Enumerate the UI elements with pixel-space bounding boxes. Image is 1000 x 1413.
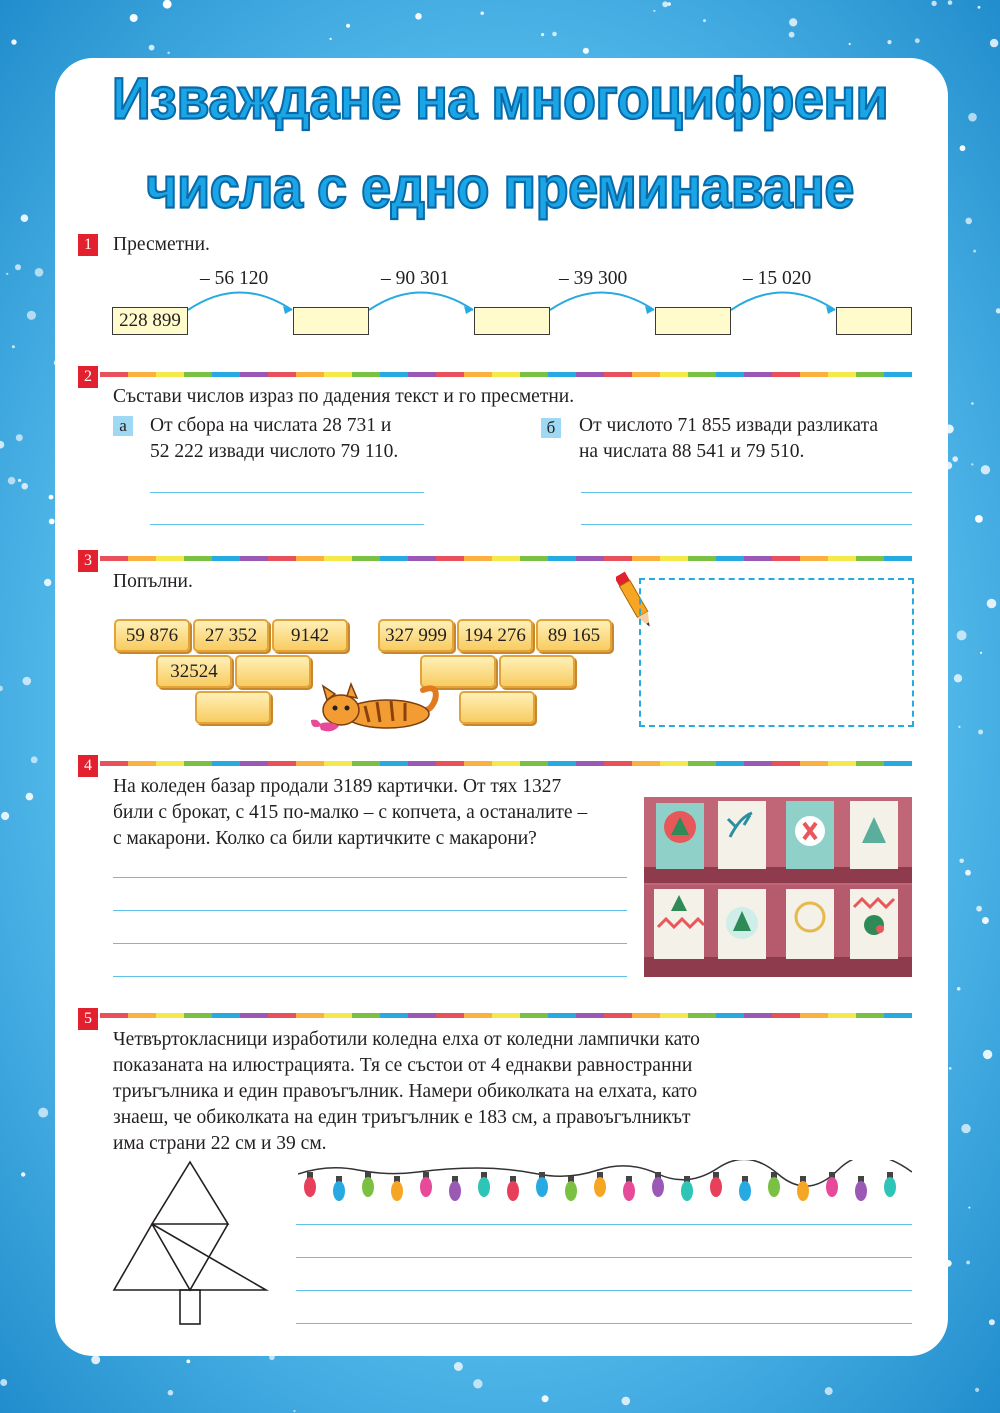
answer-line[interactable] <box>296 1290 912 1291</box>
section-divider-3 <box>100 556 912 561</box>
answer-line[interactable] <box>296 1323 912 1324</box>
page-title-line-1: Изваждане на многоцифрени <box>111 66 889 132</box>
operation-4: – 15 020 <box>743 268 812 289</box>
task-4-line-1: На коледен базар продали 3189 картички. От тях 1327 <box>113 776 562 797</box>
answer-line[interactable] <box>150 524 424 525</box>
subtask-b-label: б <box>541 418 561 438</box>
task-5-line-4: знаеш, че обиколката на един триъгълник е 183 см, а правоъгълникът <box>113 1107 691 1128</box>
task-4-line-2: били с брокат, с 415 по-малко – с копчета, а останалите – <box>113 802 588 823</box>
answer-line[interactable] <box>581 492 912 493</box>
task-5-line-1: Четвъртокласници изработили коледна елха от коледни лампички като <box>113 1029 700 1050</box>
answer-box-2[interactable] <box>474 307 550 335</box>
brick-empty[interactable] <box>499 655 575 688</box>
answer-line[interactable] <box>113 910 627 911</box>
brick-value: 27 352 <box>193 619 269 652</box>
subtask-b-line-1: От числото 71 855 извади разликата <box>579 415 878 436</box>
brick-value: 89 165 <box>536 619 612 652</box>
start-value-box: 228 899 <box>112 307 188 335</box>
task-3-instruction: Попълни. <box>113 571 193 592</box>
subtask-a-line-2: 52 222 извади числото 79 110. <box>150 441 399 462</box>
task-number-3: 3 <box>78 550 98 572</box>
subtask-a-line-1: От сбора на числата 28 731 и <box>150 415 392 436</box>
tree-geometry-figure <box>110 1160 270 1328</box>
brick-value: 32524 <box>156 655 232 688</box>
page-title-line-2: числа с едно преминаване <box>146 155 854 221</box>
answer-line[interactable] <box>113 877 627 878</box>
cat-illustration <box>305 680 445 736</box>
answer-line[interactable] <box>113 943 627 944</box>
task-number-1: 1 <box>78 234 98 256</box>
section-divider-2 <box>100 372 912 377</box>
operation-3: – 39 300 <box>559 268 628 289</box>
section-divider-5 <box>100 1013 912 1018</box>
brick-value: 327 999 <box>378 619 454 652</box>
operation-2: – 90 301 <box>381 268 450 289</box>
brick-empty[interactable] <box>235 655 311 688</box>
answer-line[interactable] <box>296 1257 912 1258</box>
task-4-line-3: с макарони. Колко са били картичките с макарони? <box>113 828 537 849</box>
brick-value: 9142 <box>272 619 348 652</box>
task-2-instruction: Състави числов израз по дадения текст и го пресметни. <box>113 386 575 407</box>
task-5-line-2: показаната на илюстрацията. Тя се състои от 4 еднакви равностранни <box>113 1055 693 1076</box>
section-divider-4 <box>100 761 912 766</box>
answer-line[interactable] <box>581 524 912 525</box>
christmas-lights <box>298 1160 912 1206</box>
task-number-2: 2 <box>78 366 98 388</box>
answer-area-box[interactable] <box>639 578 914 727</box>
answer-box-3[interactable] <box>655 307 731 335</box>
answer-line[interactable] <box>113 976 627 977</box>
subtask-b-line-2: на числата 88 541 и 79 510. <box>579 441 805 462</box>
answer-box-4[interactable] <box>836 307 912 335</box>
subtask-a-label: а <box>113 416 133 436</box>
brick-value: 59 876 <box>114 619 190 652</box>
task-number-5: 5 <box>78 1008 98 1030</box>
brick-empty[interactable] <box>195 691 271 724</box>
task-5-line-5: има страни 22 см и 39 см. <box>113 1133 327 1154</box>
answer-line[interactable] <box>150 492 424 493</box>
task-number-4: 4 <box>78 755 98 777</box>
task-5-line-3: триъгълника и един правоъгълник. Намери обиколката на елхата, като <box>113 1081 698 1102</box>
christmas-cards-image <box>644 797 912 977</box>
task-1-instruction: Пресметни. <box>113 234 210 255</box>
operation-1: – 56 120 <box>200 268 269 289</box>
brick-empty[interactable] <box>459 691 535 724</box>
brick-value: 194 276 <box>457 619 533 652</box>
answer-line[interactable] <box>296 1224 912 1225</box>
answer-box-1[interactable] <box>293 307 369 335</box>
